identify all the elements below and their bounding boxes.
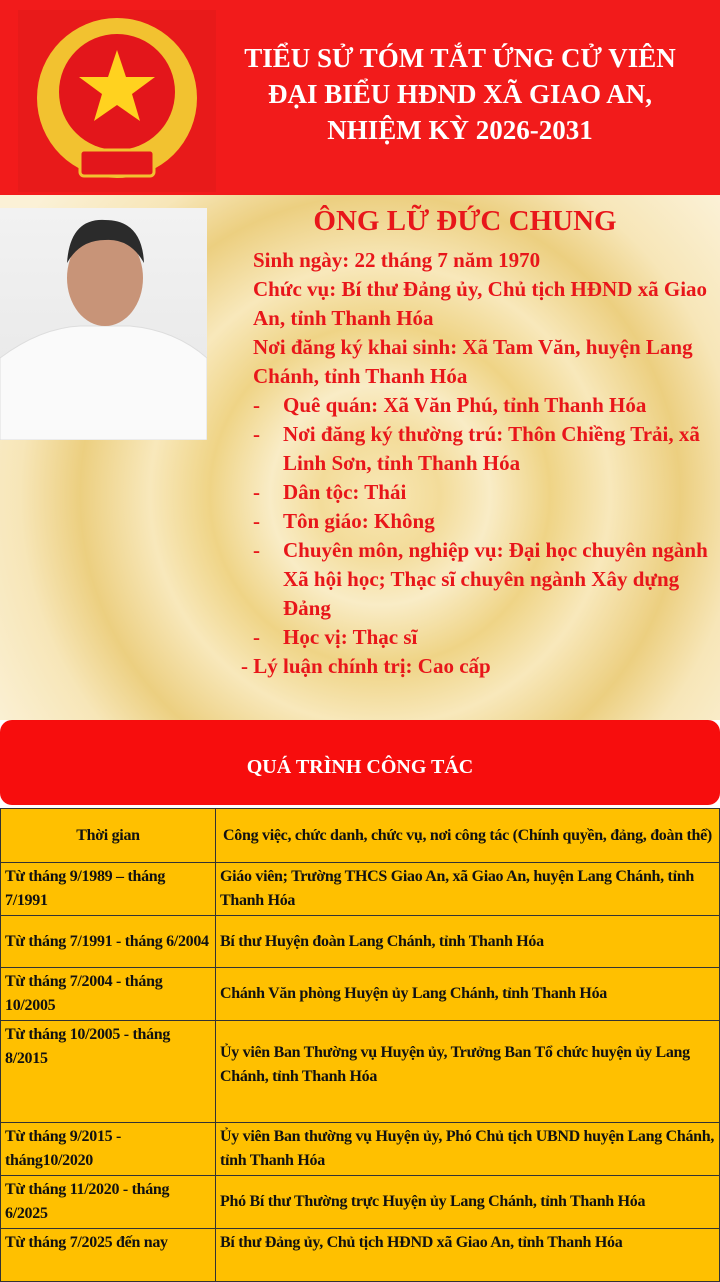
period: Từ tháng 7/2025 đến nay [1, 1229, 216, 1282]
period: Từ tháng 7/2004 - tháng 10/2005 [1, 968, 216, 1021]
bullet-item [253, 391, 713, 420]
hometown: Quê quán: Xã Văn Phú, tỉnh Thanh Hóa [283, 393, 647, 417]
candidate-name: ÔNG LỮ ĐỨC CHUNG [313, 205, 617, 237]
dash: - [253, 538, 260, 562]
title-line: ĐẠI BIỂU HĐND XÃ GIAO AN, [267, 79, 653, 109]
dash: - [253, 422, 260, 446]
ethnicity: Dân tộc: Thái [283, 480, 407, 504]
dash: - [253, 393, 260, 417]
bullet-item [253, 420, 713, 478]
section-title: QUÁ TRÌNH CÔNG TÁC [0, 720, 720, 805]
period: Từ tháng 9/2015 - tháng10/2020 [1, 1123, 216, 1176]
dash: - [253, 625, 260, 649]
bullet-item [253, 623, 713, 652]
work: Chánh Văn phòng Huyện ủy Lang Chánh, tỉnh Thanh Hóa [216, 968, 720, 1021]
work: Ủy viên Ban thường vụ Huyện ủy, Phó Chủ tịch UBND huyện Lang Chánh, tỉnh Thanh Hóa [216, 1123, 720, 1176]
residence: Nơi đăng ký thường trú: Thôn Chiềng Trải, xã Linh Sơn, tỉnh Thanh Hóa [283, 422, 700, 475]
page-title [220, 40, 700, 148]
work: Phó Bí thư Thường trực Huyện ủy Lang Chánh, tỉnh Thanh Hóa [216, 1176, 720, 1229]
table-row [1, 1176, 720, 1229]
work: Bí thư Đảng ủy, Chủ tịch HĐND xã Giao An, tỉnh Thanh Hóa [216, 1229, 720, 1282]
table-row [1, 1123, 720, 1176]
bullet-item [253, 478, 713, 507]
period: Từ tháng 10/2005 - tháng 8/2015 [1, 1021, 216, 1123]
table-header [1, 809, 720, 863]
work: Giáo viên; Trường THCS Giao An, xã Giao An, huyện Lang Chánh, tỉnh Thanh Hóa [216, 863, 720, 916]
title-line: TIỂU SỬ TÓM TẮT ỨNG CỬ VIÊN [244, 43, 676, 73]
table-row [1, 1229, 720, 1282]
degree: Học vị: Thạc sĩ [283, 625, 418, 649]
table-row [1, 968, 720, 1021]
candidate-photo [0, 208, 207, 440]
period: Từ tháng 9/1989 – tháng 7/1991 [1, 863, 216, 916]
dash: - [253, 509, 260, 533]
religion: Tôn giáo: Không [283, 509, 435, 533]
birth-place: Nơi đăng ký khai sinh: Xã Tam Văn, huyện Lang Chánh, tỉnh Thanh Hóa [253, 335, 693, 388]
position: Chức vụ: Bí thư Đảng ủy, Chủ tịch HĐND xã Giao An, tỉnh Thanh Hóa [253, 277, 708, 330]
national-emblem [18, 10, 216, 192]
table-row [1, 1021, 720, 1123]
birth-date: Sinh ngày: 22 tháng 7 năm 1970 [253, 248, 541, 272]
bullet-item [253, 536, 713, 623]
work: Bí thư Huyện đoàn Lang Chánh, tỉnh Thanh Hóa [216, 916, 720, 968]
political-theory: - Lý luận chính trị: Cao cấp [241, 654, 491, 678]
qualification: Chuyên môn, nghiệp vụ: Đại học chuyên ngành Xã hội học; Thạc sĩ chuyên ngành Xây dựng Đảng [283, 538, 708, 620]
career-table [0, 808, 720, 1282]
table-row [1, 863, 720, 916]
bullet-item [253, 507, 713, 536]
work: Ủy viên Ban Thường vụ Huyện ủy, Trưởng Ban Tổ chức huyện ủy Lang Chánh, tỉnh Thanh Hóa [216, 1021, 720, 1123]
header-period: Thời gian [1, 809, 216, 863]
title-line: NHIỆM KỲ 2026-2031 [327, 115, 593, 145]
header-work: Công việc, chức danh, chức vụ, nơi công tác (Chính quyền, đảng, đoàn thể) [216, 809, 720, 863]
profile-info [241, 246, 713, 681]
period: Từ tháng 11/2020 - tháng 6/2025 [1, 1176, 216, 1229]
period: Từ tháng 7/1991 - tháng 6/2004 [1, 916, 216, 968]
dash: - [253, 480, 260, 504]
table-row [1, 916, 720, 968]
